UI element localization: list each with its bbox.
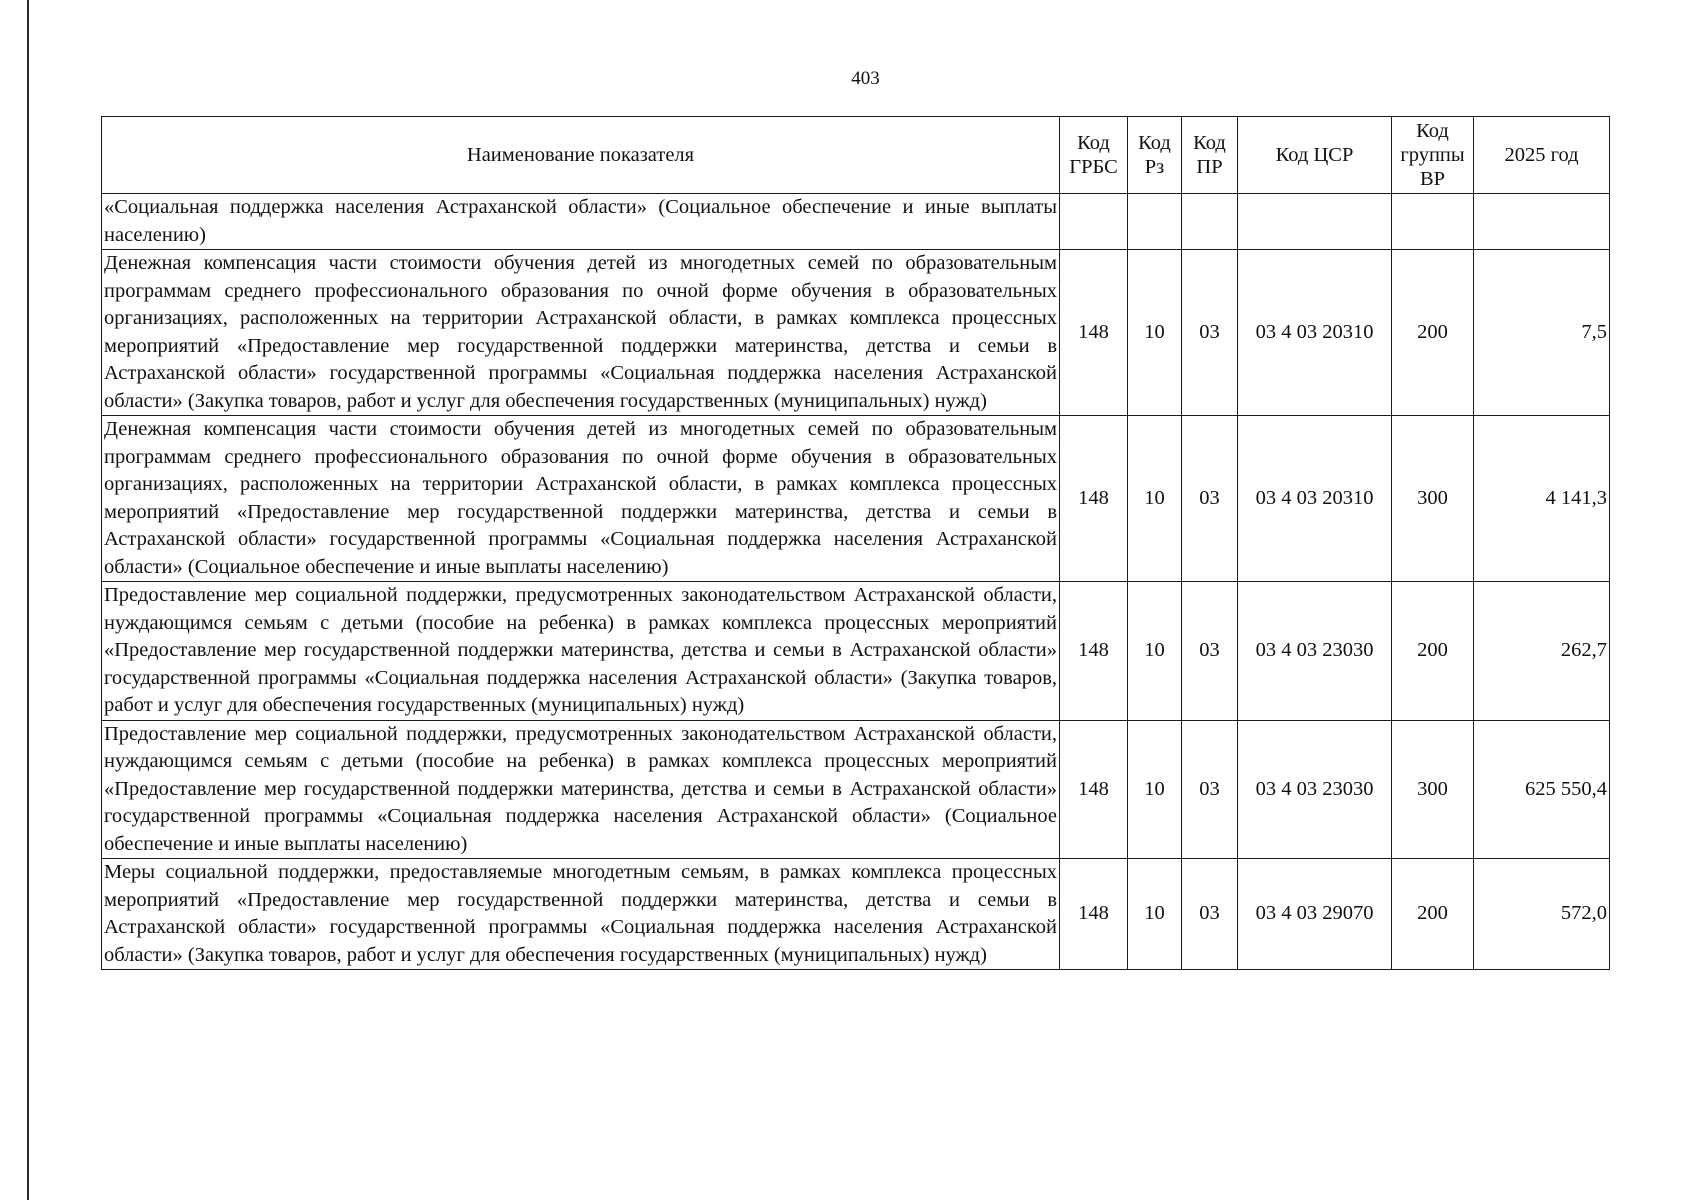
row-pr-code: 03	[1182, 416, 1238, 582]
row-indicator-name: Меры социальной поддержки, предоставляемые многодетным семьям, в рамках комплекса процессных мероприятий «Предоставление мер государственной поддержки материнства, детства и семьи в Астраханской области» государственной программы «Социальная поддержка населения Астраханской области» (Закупка товаров, работ и услуг для обеспечения государственных (муниципальных) нужд)	[102, 859, 1060, 970]
row-rz-code: 10	[1128, 859, 1182, 970]
row-amount: 262,7	[1474, 582, 1610, 721]
row-pr-code	[1182, 194, 1238, 250]
table-row	[102, 859, 1610, 970]
row-vr-code: 200	[1392, 582, 1474, 721]
header-vr-code: Код группы ВР	[1392, 117, 1474, 194]
row-rz-code: 10	[1128, 250, 1182, 416]
page-number	[0, 68, 1697, 90]
row-csr-code: 03 4 03 23030	[1238, 720, 1392, 859]
header-pr-code: Код ПР	[1182, 117, 1238, 194]
row-vr-code	[1392, 194, 1474, 250]
row-indicator-name: Денежная компенсация части стоимости обучения детей из многодетных семей по образовательным программам среднего профессионального образования по очной форме обучения в образовательных организациях, расположенных на территории Астраханской области, в рамках комплекса процессных мероприятий «Предоставление мер государственной поддержки материнства, детства и семьи в Астраханской области» государственной программы «Социальная поддержка населения Астраханской области» (Социальное обеспечение и иные выплаты населению)	[102, 416, 1060, 582]
page-number-text: 403	[851, 68, 880, 89]
row-pr-code: 03	[1182, 250, 1238, 416]
row-amount	[1474, 194, 1610, 250]
binding-margin-line	[27, 0, 29, 1200]
row-rz-code: 10	[1128, 582, 1182, 721]
row-amount: 7,5	[1474, 250, 1610, 416]
table-row	[102, 194, 1610, 250]
row-vr-code: 300	[1392, 416, 1474, 582]
row-grbs-code: 148	[1060, 416, 1128, 582]
table-row	[102, 416, 1610, 582]
header-year-2025: 2025 год	[1474, 117, 1610, 194]
table-row	[102, 250, 1610, 416]
row-vr-code: 200	[1392, 250, 1474, 416]
row-rz-code: 10	[1128, 720, 1182, 859]
header-grbs-code: Код ГРБС	[1060, 117, 1128, 194]
row-indicator-name: Предоставление мер социальной поддержки, предусмотренных законодательством Астраханской области, нуждающимся семьям с детьми (пособие на ребенка) в рамках комплекса процессных мероприятий «Предоставление мер государственной поддержки материнства, детства и семьи в Астраханской области» государственной программы «Социальная поддержка населения Астраханской области» (Социальное обеспечение и иные выплаты населению)	[102, 720, 1060, 859]
row-indicator-name: Предоставление мер социальной поддержки, предусмотренных законодательством Астраханской области, нуждающимся семьям с детьми (пособие на ребенка) в рамках комплекса процессных мероприятий «Предоставление мер государственной поддержки материнства, детства и семьи в Астраханской области» государственной программы «Социальная поддержка населения Астраханской области» (Закупка товаров, работ и услуг для обеспечения государственных (муниципальных) нужд)	[102, 582, 1060, 721]
row-rz-code	[1128, 194, 1182, 250]
row-grbs-code: 148	[1060, 582, 1128, 721]
budget-table	[101, 116, 1610, 970]
row-pr-code: 03	[1182, 582, 1238, 721]
row-indicator-name: «Социальная поддержка населения Астраханской области» (Социальное обеспечение и иные выплаты населению)	[102, 194, 1060, 250]
row-csr-code: 03 4 03 20310	[1238, 250, 1392, 416]
header-rz-code: Код Рз	[1128, 117, 1182, 194]
row-csr-code: 03 4 03 23030	[1238, 582, 1392, 721]
row-grbs-code	[1060, 194, 1128, 250]
row-grbs-code: 148	[1060, 720, 1128, 859]
row-vr-code: 200	[1392, 859, 1474, 970]
row-rz-code: 10	[1128, 416, 1182, 582]
table-header-row	[102, 117, 1610, 194]
header-csr-code: Код ЦСР	[1238, 117, 1392, 194]
table-row	[102, 720, 1610, 859]
row-amount: 572,0	[1474, 859, 1610, 970]
row-csr-code: 03 4 03 29070	[1238, 859, 1392, 970]
row-grbs-code: 148	[1060, 250, 1128, 416]
row-pr-code: 03	[1182, 859, 1238, 970]
row-vr-code: 300	[1392, 720, 1474, 859]
row-csr-code	[1238, 194, 1392, 250]
row-indicator-name: Денежная компенсация части стоимости обучения детей из многодетных семей по образовательным программам среднего профессионального образования по очной форме обучения в образовательных организациях, расположенных на территории Астраханской области, в рамках комплекса процессных мероприятий «Предоставление мер государственной поддержки материнства, детства и семьи в Астраханской области» государственной программы «Социальная поддержка населения Астраханской области» (Закупка товаров, работ и услуг для обеспечения государственных (муниципальных) нужд)	[102, 250, 1060, 416]
table-row	[102, 582, 1610, 721]
row-pr-code: 03	[1182, 720, 1238, 859]
row-amount: 4 141,3	[1474, 416, 1610, 582]
row-csr-code: 03 4 03 20310	[1238, 416, 1392, 582]
header-indicator-name: Наименование показателя	[102, 117, 1060, 194]
row-grbs-code: 148	[1060, 859, 1128, 970]
row-amount: 625 550,4	[1474, 720, 1610, 859]
